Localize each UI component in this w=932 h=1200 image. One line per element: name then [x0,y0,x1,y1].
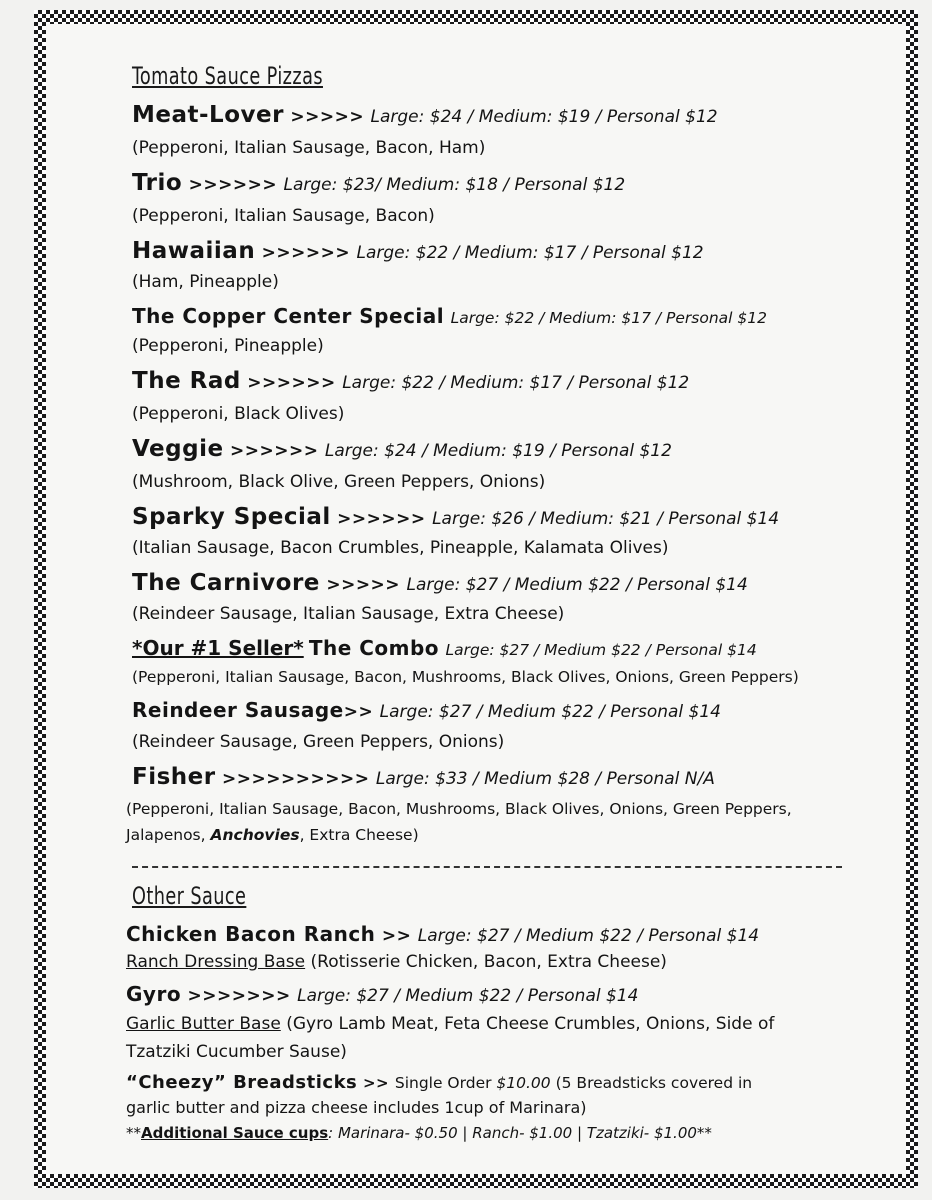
item-name: The Rad [132,368,241,394]
sauce-base: Garlic Butter Base [126,1014,281,1034]
item-desc: (Pepperoni, Pineapple) [132,336,324,356]
item-reindeer-sausage [132,698,721,722]
item-hawaiian [132,238,704,264]
additional-sauce-cups [126,1124,712,1142]
arrows: >> [375,926,418,946]
item-price: Large: $22 / Medium: $17 / Personal $12 [450,309,767,327]
arrows: >>>>> [319,575,407,595]
item-desc: (Ham, Pineapple) [132,272,279,292]
item-name: Reindeer Sausage [132,698,344,722]
item-the-combo [132,636,757,660]
item-gyro [126,982,638,1006]
item-desc: (Mushroom, Black Olive, Green Peppers, Onions) [132,472,546,492]
sauce-label: Additional Sauce cups [141,1124,329,1142]
item-desc-line2: garlic butter and pizza cheese includes 1cup of Marinara) [126,1098,587,1117]
menu-page [46,24,906,1174]
desc-text: (Gyro Lamb Meat, Feta Cheese Crumbles, Onions, Side of [280,1014,775,1034]
desc-text: Jalapenos, [126,826,211,844]
item-name: Hawaiian [132,238,256,264]
desc-text: , Extra Cheese) [299,826,419,844]
sauce-prices: : Marinara- $0.50 | Ranch- $1.00 | Tzatziki- $1.00** [328,1124,712,1142]
arrows: >>>>>> [223,441,325,461]
item-name: Fisher [132,764,216,790]
item-name: The Carnivore [132,570,320,596]
item-name: The Copper Center Special [132,304,445,328]
section-divider [132,866,842,868]
arrows: >>>>>> [182,175,284,195]
arrows: >>>>>> [240,373,343,393]
desc-text: Single Order [394,1074,497,1092]
item-cheezy-breadsticks [126,1072,752,1093]
item-price: Large: $22 / Medium: $17 / Personal $12 [342,373,690,393]
item-desc: (Pepperoni, Italian Sausage, Bacon) [132,206,435,226]
item-price: Large: $27 / Medium $22 / Personal $14 [379,702,721,722]
item-price: Large: $24 / Medium: $19 / Personal $12 [324,441,672,461]
item-price: Large: $24 / Medium: $19 / Personal $12 [370,107,718,127]
item-desc: (Pepperoni, Italian Sausage, Bacon, Ham) [132,138,486,158]
checkered-border [34,10,918,1188]
item-chicken-bacon-ranch [126,922,759,946]
arrows: >>>>>> [255,243,357,263]
item-the-rad [132,368,689,394]
desc-emphasis: Anchovies [210,826,300,844]
item-desc-line2 [126,826,419,844]
item-desc: (Reindeer Sausage, Green Peppers, Onions) [132,732,505,752]
item-price: Large: $27 / Medium $22 / Personal $14 [445,641,757,659]
item-price: Large: $23/ Medium: $18 / Personal $12 [283,175,626,195]
sauce-base: Ranch Dressing Base [126,952,306,972]
item-desc [126,952,667,972]
arrows: >>>>>> [330,509,433,529]
item-price: Large: $26 / Medium: $21 / Personal $14 [432,509,780,529]
item-name: Gyro [126,982,182,1006]
item-desc: (Pepperoni, Italian Sausage, Bacon, Mushrooms, Black Olives, Onions, Green Peppers, [126,800,792,818]
item-the-carnivore [132,570,748,596]
item-desc: (Reindeer Sausage, Italian Sausage, Extra Cheese) [132,604,565,624]
item-veggie [132,436,672,462]
item-price: $10.00 [496,1074,551,1092]
asterisks: ** [126,1124,141,1142]
item-desc: (Italian Sausage, Bacon Crumbles, Pineapple, Kalamata Olives) [132,538,669,558]
item-meat-lover [132,102,718,128]
item-sparky-special [132,504,779,530]
arrows: >>>>>>>>>> [215,769,376,789]
desc-text: (5 Breadsticks covered in [550,1074,753,1092]
item-name: Meat-Lover [132,102,284,128]
item-desc [126,1014,774,1034]
item-copper-center-special [132,304,767,328]
seller-badge: *Our #1 Seller* [132,636,304,660]
item-fisher [132,764,715,790]
desc-text: (Rotisserie Chicken, Bacon, Extra Cheese) [305,952,667,972]
arrows: >>>>>>> [181,986,298,1006]
item-name: Sparky Special [132,504,331,530]
section-title-tomato: Tomato Sauce Pizzas [132,62,323,90]
item-trio [132,170,625,196]
item-name: Trio [132,170,183,196]
item-price: Large: $27 / Medium $22 / Personal $14 [297,986,639,1006]
item-name: Chicken Bacon Ranch [126,922,376,946]
item-name: “Cheezy” Breadsticks [126,1072,358,1093]
item-price: Large: $22 / Medium: $17 / Personal $12 [356,243,704,263]
item-price: Large: $27 / Medium $22 / Personal $14 [406,575,748,595]
item-desc-line2: Tzatziki Cucumber Sause) [126,1042,347,1062]
section-title-other: Other Sauce [132,882,247,910]
arrows: >> [357,1074,395,1092]
item-name: Veggie [132,436,224,462]
item-name: The Combo [308,636,440,660]
item-price: Large: $33 / Medium $28 / Personal N/A [375,769,715,789]
arrows: >>>>> [283,107,371,127]
item-price: Large: $27 / Medium $22 / Personal $14 [417,926,760,946]
item-desc: (Pepperoni, Black Olives) [132,404,345,424]
item-desc: (Pepperoni, Italian Sausage, Bacon, Mushrooms, Black Olives, Onions, Green Peppers) [132,668,799,686]
arrows: >> [343,702,380,722]
